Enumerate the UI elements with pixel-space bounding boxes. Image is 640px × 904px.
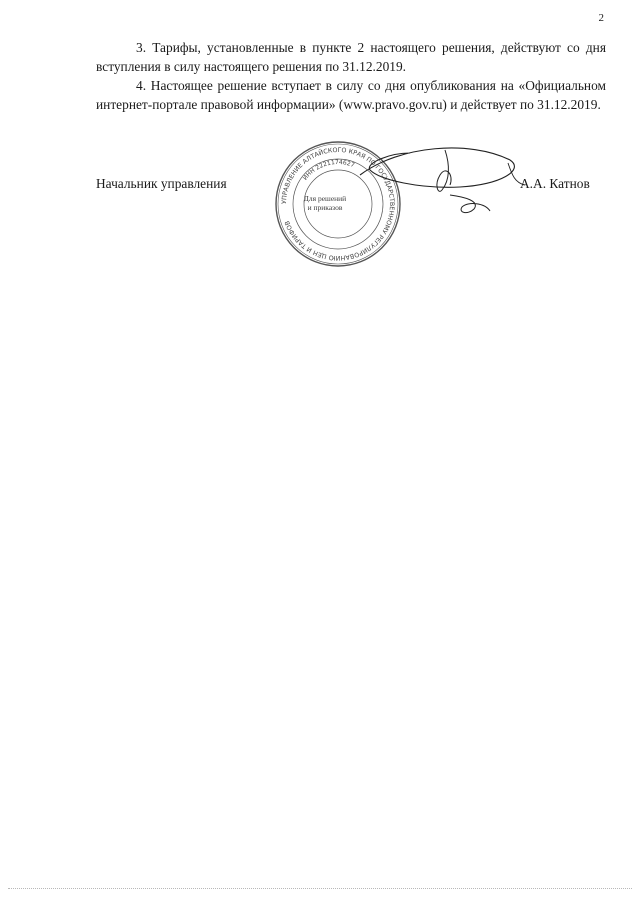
document-body — [96, 38, 606, 114]
stamp-center-line-2: и приказов — [307, 203, 343, 212]
stamp-center-line-1: Для решений — [303, 194, 347, 203]
stamp-center-text — [300, 194, 350, 212]
page-bottom-edge — [8, 888, 632, 889]
paragraph-3: 3. Тарифы, установленные в пункте 2 настоящего решения, действуют со дня вступления в силу настоящего решения по 31.12.2019. — [96, 40, 606, 74]
stamp-inner-ring-text: ИНН 2221174627 — [301, 158, 356, 182]
handwritten-signature-icon — [350, 135, 530, 235]
stamp-ring-text: УПРАВЛЕНИЕ АЛТАЙСКОГО КРАЯ ПО ГОСУДАРСТВЕННОМУ РЕГУЛИРОВАНИЮ ЦЕН И ТАРИФОВ — [280, 146, 396, 262]
page-number: 2 — [598, 12, 604, 24]
signatory-name: А.А. Катнов — [520, 176, 590, 191]
paragraph-4: 4. Настоящее решение вступает в силу со дня опубликования на «Официальном интернет-портале правовой информации» (www.pravo.gov.ru) и действует по 31.12.2019. — [96, 78, 606, 112]
position-title: Начальник управления — [96, 176, 227, 191]
